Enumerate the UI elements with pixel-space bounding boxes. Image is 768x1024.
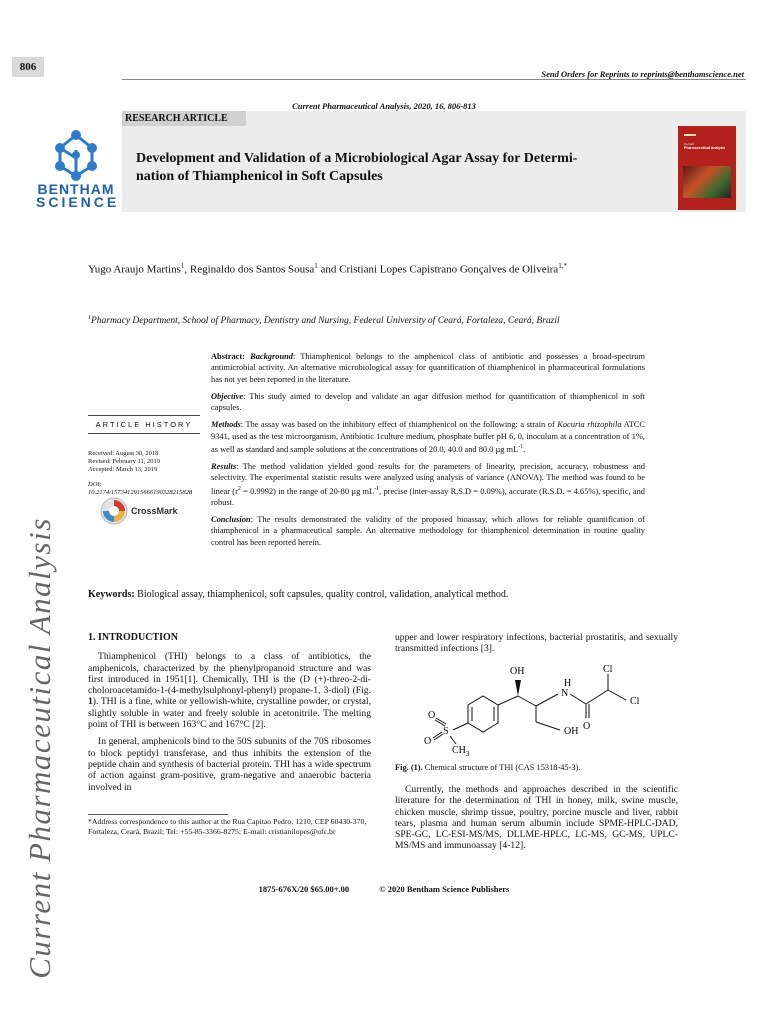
objective-label: Objective — [211, 391, 244, 401]
methods-label: Methods — [211, 420, 241, 430]
results-sup-2: -1 — [374, 485, 380, 492]
background-label: Background — [250, 352, 293, 361]
header-rule — [122, 79, 746, 80]
oh-label-1: OH — [510, 666, 525, 677]
methods-end: . — [523, 444, 526, 454]
copyright: © 2020 Bentham Science Publishers — [379, 884, 510, 894]
accepted-date: Accepted: March 13, 2019 — [88, 466, 158, 473]
page-number: 806 — [12, 57, 44, 77]
crossmark-label: CrossMark — [131, 506, 178, 516]
thiamphenicol-structure — [418, 660, 668, 760]
conclusion-label: Conclusion — [211, 515, 251, 525]
correspondence-footnote: *Address correspondence to this author at the Rua Capitao Pedro, 1210, CEP 60430-370, Fortaleza, Ceará, Brazil; Tel: +55-85-3366-8275; E-mail: cristianilopes@ufc.br — [88, 817, 367, 836]
intro-p1-b: ). THI is a fine, white or yellowish-white, crystalline powder, or crystal, slightly soluble in water and freely soluble in acetonitrile. The melting point of THI is between 163°C and 167°C [2]. — [88, 696, 371, 731]
affiliation — [88, 312, 658, 327]
author-3-sup: 1,* — [558, 262, 567, 270]
oh-label-2: OH — [564, 726, 579, 737]
affiliation-text: Pharmacy Department, School of Pharmacy, Dentistry and Nursing, Federal University of Ceará, Fortaleza, Ceará, Brazil — [91, 316, 560, 327]
history-rule-top — [88, 415, 200, 416]
cover-image — [683, 166, 731, 198]
s-label: S — [443, 726, 449, 737]
publisher-name-line1: BENTHAM — [37, 181, 115, 197]
results-text-a: : The method validation yielded good results for the parameters of linearity, precision, accuracy, robustness and selectivity. The experimental statistic results were analyzed using analysis of variance (ANOVA). The method was found to be linear (r — [211, 462, 645, 496]
conclusion-text: : The results demonstrated the validity of the proposed bioassay, which allows for reliable quantification of thiamphenicol in a pharmaceutical sample. An alternative methodology for thiamphenicol determination in routine quality control has been reported herein. — [211, 515, 645, 547]
author-1: Yugo Araujo Martins — [88, 263, 181, 276]
author-3: and Cristiani Lopes Capistrano Gonçalves de Oliveira — [317, 263, 559, 276]
journal-citation: Current Pharmaceutical Analysis, 2020, 16, 806-813 — [292, 101, 476, 111]
intro-p1-a: Thiamphenicol (THI) belongs to a class of antibiotics, the amphenicols, characterized by the phenylpropanoid structure and was first introduced in 1951[1]. Chemically, THI is the (D (+)-threo-2-di-choloroacetamido-1-(4-methylsulphonyl-phenyl) propane-1, 3-diol) (Fig. — [88, 651, 371, 697]
methods-text-b: ATCC 9341, used as the test microorganism, Antibiotic 1culture medium, phosphate buffer pH 6, 0, inoculum at a concentration of 1%, as well as standard and sample solutions at the concentrations of 20.0, 40.0 and 80.0 µg mL — [211, 420, 645, 454]
crossmark-icon — [100, 497, 128, 525]
results-sup-1: 2 — [237, 485, 241, 492]
figure-label: Fig. (1). — [395, 763, 423, 772]
ch3-subscript: 3 — [465, 750, 470, 758]
article-type-label: RESEARCH ARTICLE — [122, 111, 246, 126]
methods-sup: -1 — [518, 444, 524, 451]
background-text: : Thiamphenicol belongs to the amphenicol class of antibiotic and possesses a broad-spectrum antimicrobial activity. An alternative microbiological assay for quantification of thiamphenicol in pharmaceutical formulations has not yet been reported in the literature. — [211, 352, 645, 384]
intro-p2: In general, amphenicols bind to the 50S subunits of the 70S ribosomes to block peptidyl transferase, and thus inhibits the extension of the peptide chain and synthesis of bacterial protein. THI has a wide spectrum of action against gram-positive, gram-negative and anaerobic bacteria involved in — [88, 736, 371, 793]
results-text-b: = 0.9992) in the range of 20-80 µg mL — [240, 486, 375, 496]
results-text-c: , precise (inter-assay R.S.D = 0.09%), accurate (R.S.D. = 4.65%), specific, and robust. — [211, 486, 645, 507]
ch3-label — [452, 745, 470, 758]
issn-price: 1875-676X/20 $65.00+.00 — [258, 884, 350, 894]
cover-small-label: Current — [684, 142, 695, 146]
revised-date: Revised: February 11, 2019 — [88, 458, 160, 465]
fig-ref[interactable]: 1 — [88, 696, 93, 708]
affiliation-sup: 1 — [88, 315, 91, 321]
publisher-name-line2: SCIENCE — [36, 194, 120, 210]
methods-organism: Kocuria rhizophila — [557, 420, 622, 430]
author-2-sup: 1 — [314, 262, 318, 270]
title-line-2: nation of Thiamphenicol in Soft Capsules — [136, 169, 383, 184]
author-list — [88, 259, 658, 278]
footnote-rule — [88, 814, 228, 815]
abstract — [211, 351, 645, 554]
doi — [88, 481, 203, 497]
h-label: H — [564, 678, 572, 689]
author-2: , Reginaldo dos Santos Sousa — [184, 263, 315, 276]
figure-caption-text: Chemical structure of THI (CAS 15318-45-3). — [422, 763, 581, 772]
methods-text-a: : The assay was based on the inhibitory effect of thiamphenicol on the following: a strain of — [240, 420, 558, 430]
results-label: Results — [211, 462, 237, 472]
cover-title-block — [684, 142, 730, 156]
o-label-1: O — [583, 721, 591, 732]
publisher-logo-text — [36, 181, 120, 210]
n-label: N — [561, 688, 569, 699]
author-1-sup: 1 — [180, 262, 185, 270]
title-line-1: Development and Validation of a Microbiological Agar Assay for Determi- — [136, 151, 578, 166]
continued-paragraph: upper and lower respiratory infections, bacterial prostatitis, and sexually transmitted infections [3]. — [395, 632, 678, 655]
o-label-3: O — [424, 736, 432, 747]
objective-text: : This study aimed to develop and validate an agar diffusion method for quantification of thiamphenicol in soft capsules. — [211, 391, 645, 413]
figure-caption — [395, 763, 678, 772]
right-column — [395, 632, 678, 655]
ch3-text: CH — [452, 745, 466, 756]
article-history-title: ARTICLE HISTORY — [95, 420, 193, 429]
vertical-journal-name: Current Pharmaceutical Analysis — [22, 517, 57, 979]
section-heading: 1. INTRODUCTION — [88, 632, 179, 643]
abstract-label: Abstract: — [211, 352, 251, 361]
intro-column — [88, 632, 371, 799]
journal-cover-thumbnail — [678, 126, 736, 210]
keywords-label: Keywords: — [88, 589, 135, 600]
cover-title: Pharmaceutical Analysis — [684, 146, 726, 150]
doi-label: DOI: — [88, 481, 102, 488]
history-rule-bottom — [88, 433, 200, 434]
received-date: Received: August 30, 2018 — [88, 450, 159, 457]
reprints-line: Send Orders for Reprints to reprints@benthamscience.net — [541, 69, 744, 79]
o-label-2: O — [428, 710, 436, 721]
crossmark-badge[interactable] — [100, 497, 178, 525]
keywords-text: Biological assay, thiamphenicol, soft capsules, quality control, validation, analytical method. — [134, 589, 509, 600]
article-dates — [88, 450, 203, 474]
doi-link[interactable]: 10.2174/1573412915666190328215828 — [88, 489, 193, 496]
cl-label-2: Cl — [630, 696, 640, 707]
cl-label-1: Cl — [603, 664, 613, 675]
article-title — [136, 150, 661, 186]
right-column-p3: Currently, the methods and approaches described in the scientific literature for the determination of THI in honey, milk, swine muscle, chicken muscle, shrimp tissue, poultry, porcine muscle and liver, rabbit tears, plasma and human serum albumin include SPME-HPLC-DAD, SPE-GC, LC-ESI-MS/MS, DLLME-HPLC, LC-MS, GC-MS, UPLC-MS/MS and immunoassay [4-12]. — [395, 784, 678, 852]
page-footer — [0, 884, 768, 894]
keywords — [88, 589, 668, 600]
